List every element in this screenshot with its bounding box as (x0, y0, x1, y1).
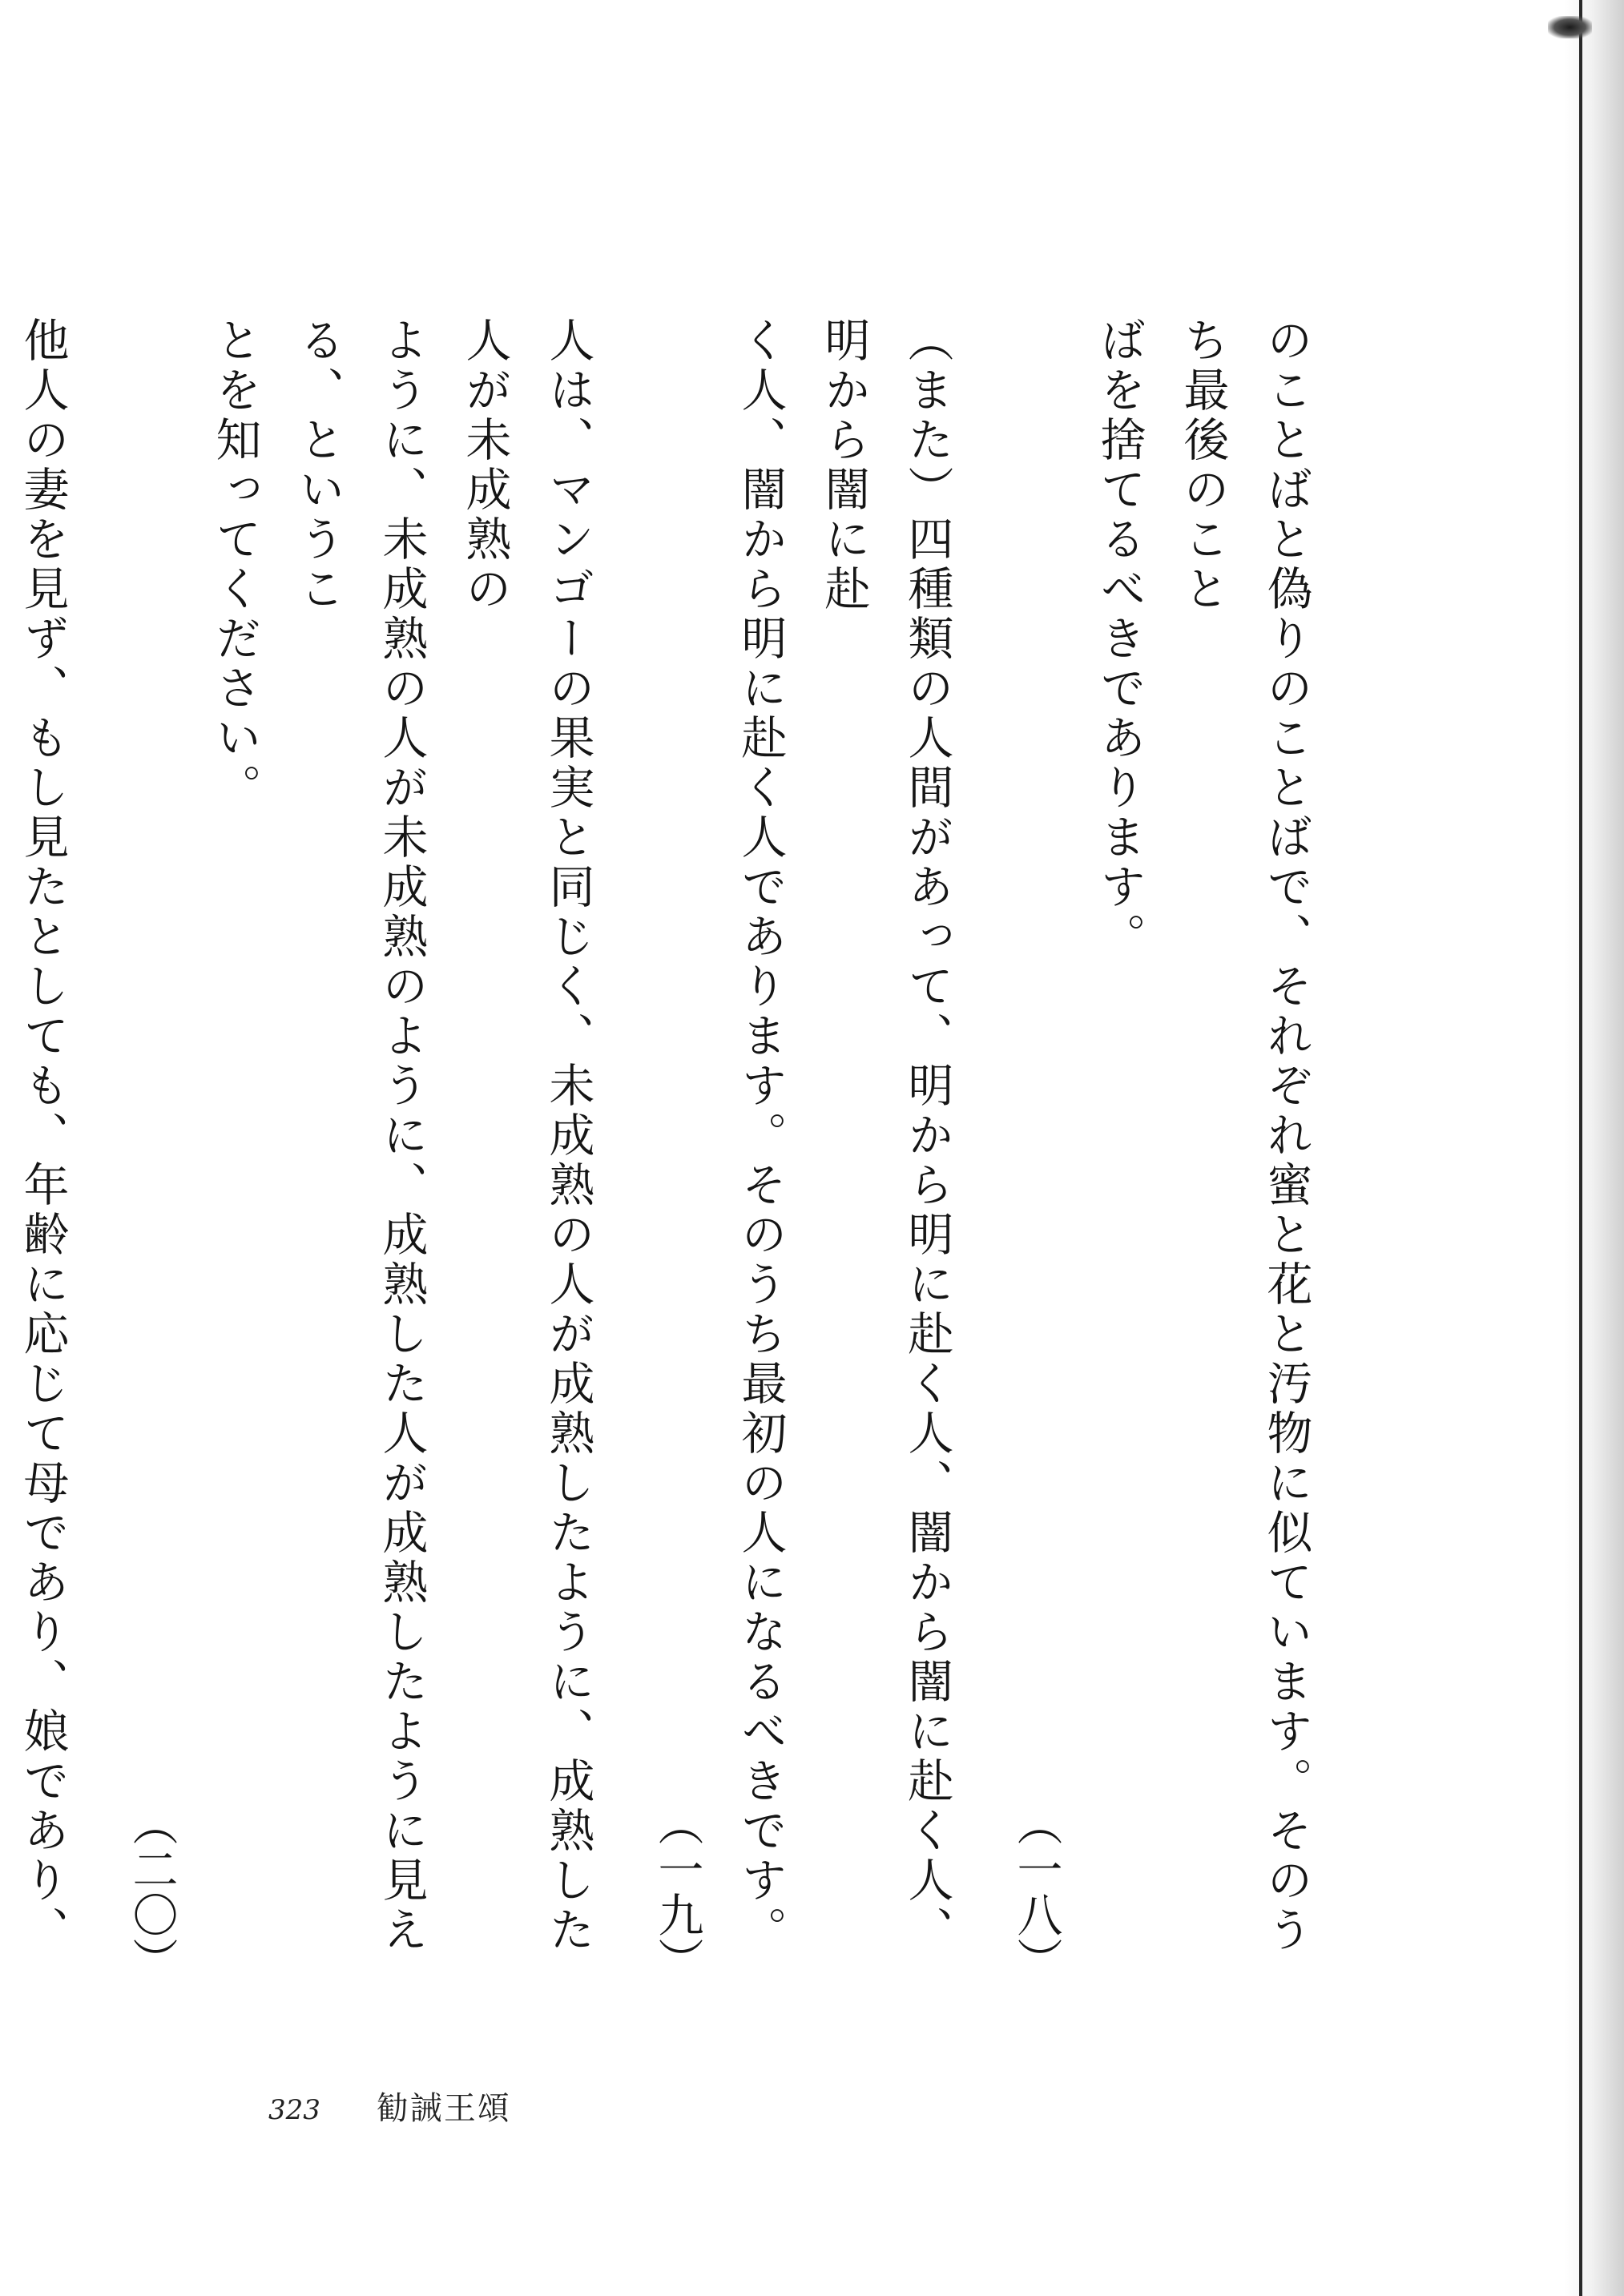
page-footer (268, 2083, 511, 2131)
verse-18 (994, 316, 1328, 1983)
verse-number-18: （一八） (1009, 1800, 1062, 1983)
verse-19-line-2: く人、闇から明に赴く人であります。そのうち最初の人になるべきです。 (734, 316, 787, 1956)
verse-number-19: （一九） (651, 1800, 703, 1983)
verse-18-line-2-text: ばを捨てるべきであります。 (1093, 316, 1146, 962)
verse-19 (635, 316, 969, 1983)
binding-shadow (1548, 16, 1592, 38)
verse-21-line-1: 他人の妻を見ず、もし見たとしても、年齢に応じて母であり、娘であり、 (16, 316, 69, 1956)
verse-18-line-2 (1078, 316, 1161, 1983)
running-title: 勧誡王頌 (376, 2090, 511, 2127)
verse-20-line-2: ように、未成熟の人が未成熟のように、成熟した人が成熟したように見える、というこ (292, 316, 428, 1956)
verse-18-line-1: のことばと偽りのことばで、それぞれ蜜と花と汚物に似ています。そのうち最後のこと (1176, 316, 1312, 1956)
verse-20-line-3: とを知ってください。 (208, 316, 261, 813)
vertical-text-body (16, 316, 1328, 1983)
verse-number-20: （二〇） (125, 1800, 178, 1983)
verse-20-line-1: 人は、マンゴーの果実と同じく、未成熟の人が成熟したように、成熟した人が未成熟の (458, 316, 594, 1956)
binding-line (1579, 0, 1582, 2296)
verse-19-line-1: （また）四種類の人間があって、明から明に赴く人、闇から闇に赴く人、明から闇に赴 (817, 316, 953, 1956)
verse-21 (0, 316, 84, 1983)
binding-edge (1564, 0, 1624, 2296)
verse-20 (110, 316, 610, 1983)
page-number: 323 (268, 2094, 320, 2126)
